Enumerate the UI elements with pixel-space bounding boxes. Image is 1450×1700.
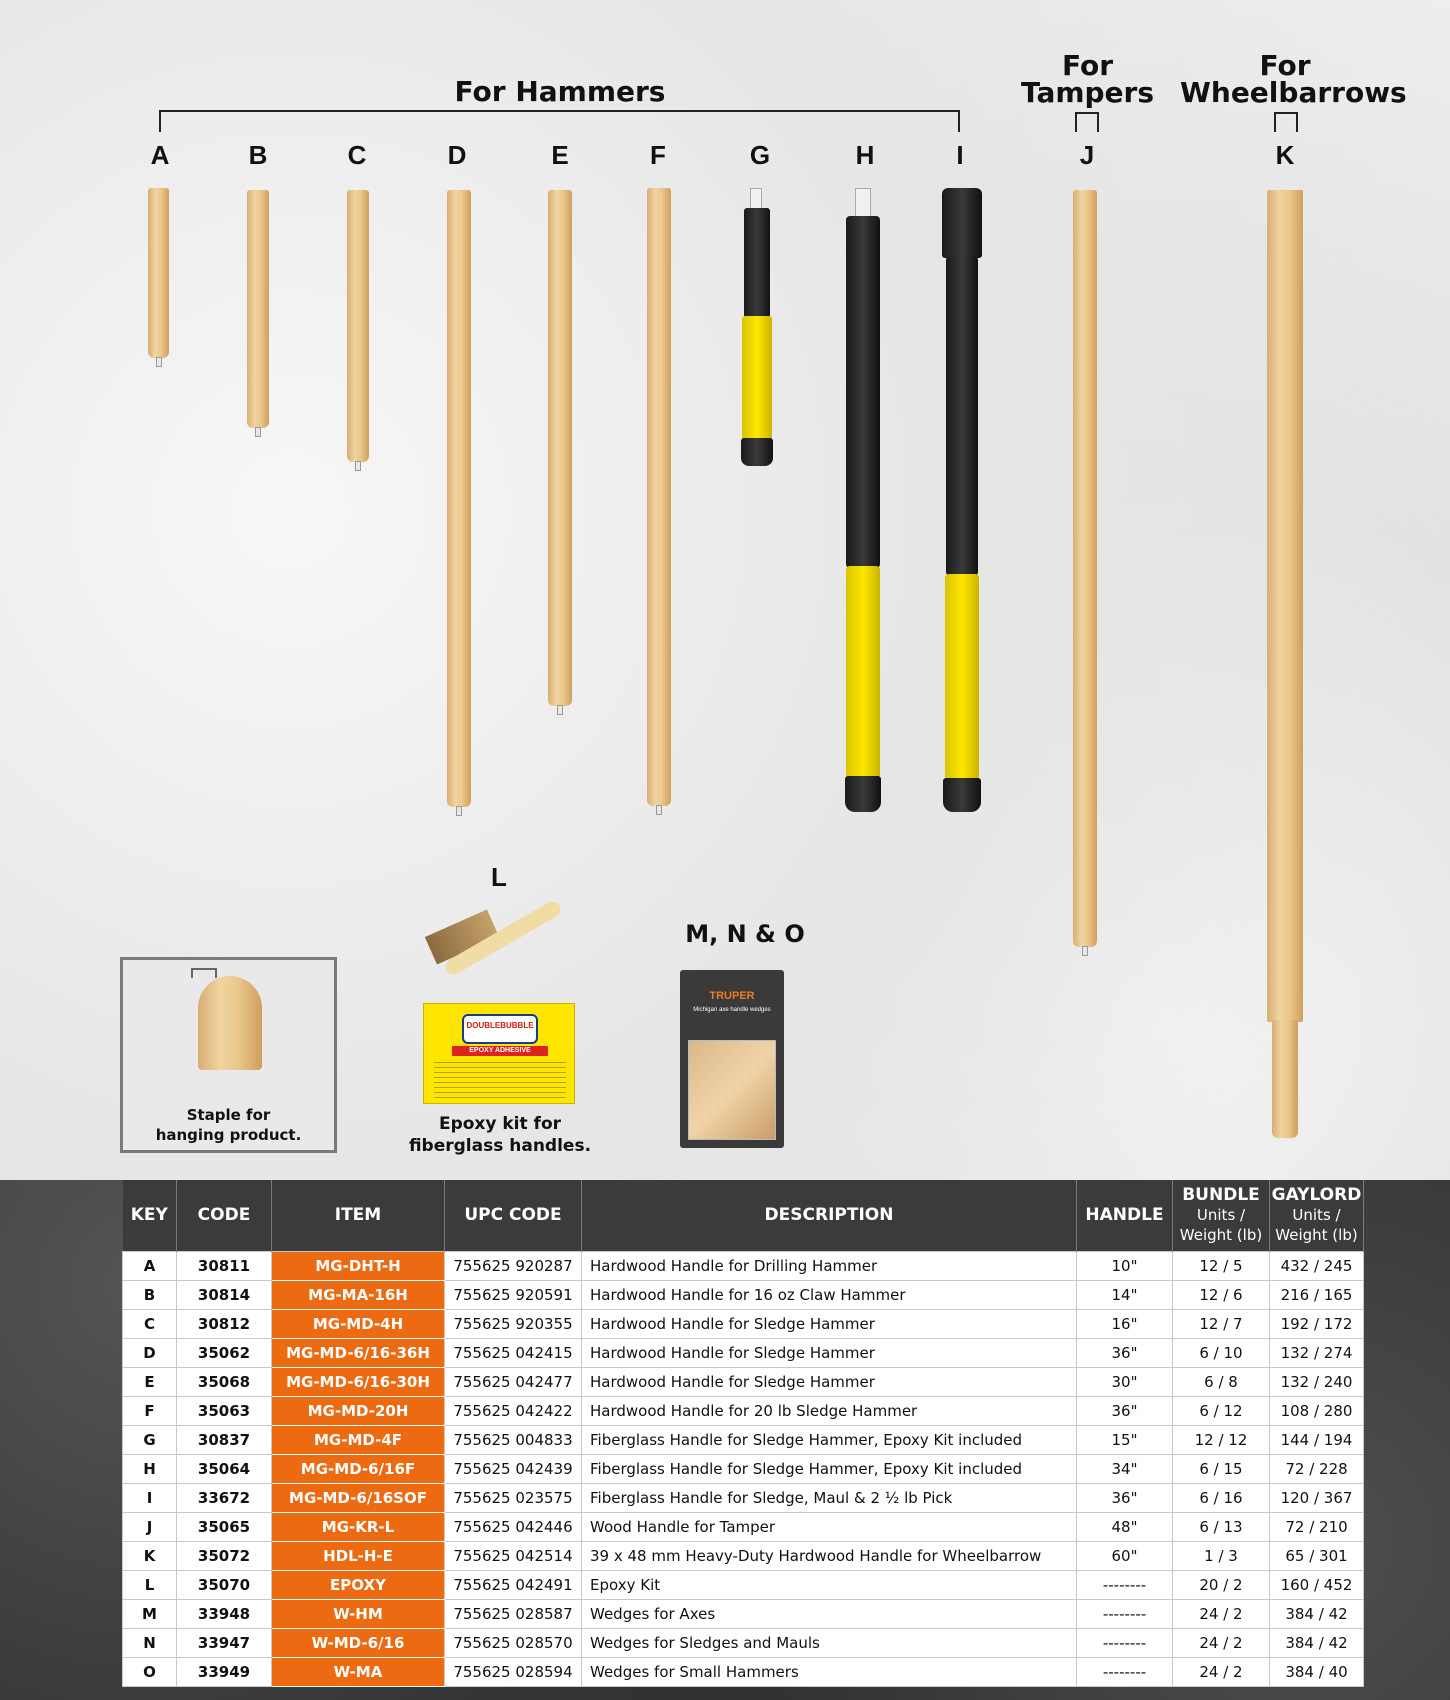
handle-tip-c xyxy=(355,461,361,471)
cell-item: MG-MA-16H xyxy=(272,1280,445,1309)
cell-bundle: 6 / 10 xyxy=(1173,1338,1270,1367)
cell-handle: -------- xyxy=(1077,1657,1173,1686)
table-row xyxy=(123,1628,1364,1657)
cell-upc: 755625 042514 xyxy=(445,1541,582,1570)
cell-gaylord: 65 / 301 xyxy=(1270,1541,1364,1570)
handle-image-a xyxy=(148,188,169,358)
handle-image-e xyxy=(548,190,572,706)
cell-handle: -------- xyxy=(1077,1599,1173,1628)
handle-image-g xyxy=(744,208,770,318)
cell-gaylord: 384 / 40 xyxy=(1270,1657,1364,1686)
cell-handle: 60" xyxy=(1077,1541,1173,1570)
cell-upc: 755625 042422 xyxy=(445,1396,582,1425)
cell-code: 33948 xyxy=(177,1599,272,1628)
table-row xyxy=(123,1512,1364,1541)
cell-bundle: 12 / 7 xyxy=(1173,1309,1270,1338)
cell-gaylord: 384 / 42 xyxy=(1270,1599,1364,1628)
handle-g-grip xyxy=(742,316,772,440)
header-upc: UPC CODE xyxy=(445,1180,582,1251)
cell-handle: 15" xyxy=(1077,1425,1173,1454)
cell-gaylord: 72 / 228 xyxy=(1270,1454,1364,1483)
cell-bundle: 6 / 13 xyxy=(1173,1512,1270,1541)
key-label-e: E xyxy=(551,140,569,170)
cell-description: Hardwood Handle for Sledge Hammer xyxy=(582,1338,1077,1367)
handle-image-d xyxy=(447,190,471,807)
cell-code: 35062 xyxy=(177,1338,272,1367)
cell-item: MG-DHT-H xyxy=(272,1251,445,1280)
key-label-h: H xyxy=(855,140,875,170)
cell-code: 35063 xyxy=(177,1396,272,1425)
epoxy-pack-brand: DOUBLEBUBBLE xyxy=(466,1021,534,1030)
cell-upc: 755625 920355 xyxy=(445,1309,582,1338)
header-code: CODE xyxy=(177,1180,272,1251)
cell-upc: 755625 023575 xyxy=(445,1483,582,1512)
cell-key: F xyxy=(123,1396,177,1425)
cell-code: 35072 xyxy=(177,1541,272,1570)
header-bundle-title: BUNDLE xyxy=(1182,1185,1260,1206)
key-label-j: J xyxy=(1079,140,1095,170)
cell-bundle: 6 / 12 xyxy=(1173,1396,1270,1425)
handle-image-b xyxy=(247,190,269,428)
handle-i-head xyxy=(942,188,982,258)
cell-item: HDL-H-E xyxy=(272,1541,445,1570)
header-key: KEY xyxy=(123,1180,177,1251)
cell-key: O xyxy=(123,1657,177,1686)
table-row xyxy=(123,1280,1364,1309)
wedges-pack-title: Michigan axe handle wedges xyxy=(693,1007,771,1013)
staple-caption-line2: hanging product. xyxy=(155,1126,302,1144)
cell-bundle: 6 / 8 xyxy=(1173,1367,1270,1396)
cell-key: E xyxy=(123,1367,177,1396)
key-label-a: A xyxy=(150,140,170,170)
header-item: ITEM xyxy=(272,1180,445,1251)
cell-key: A xyxy=(123,1251,177,1280)
cell-gaylord: 108 / 280 xyxy=(1270,1396,1364,1425)
cell-description: Hardwood Handle for Sledge Hammer xyxy=(582,1309,1077,1338)
hammers-bracket xyxy=(159,110,960,132)
handle-image-k xyxy=(1267,190,1303,1022)
key-label-g: G xyxy=(749,140,771,170)
cell-upc: 755625 920591 xyxy=(445,1280,582,1309)
cell-bundle: 1 / 3 xyxy=(1173,1541,1270,1570)
cell-gaylord: 192 / 172 xyxy=(1270,1309,1364,1338)
cell-code: 33672 xyxy=(177,1483,272,1512)
cell-description: Hardwood Handle for Sledge Hammer xyxy=(582,1367,1077,1396)
cell-description: Fiberglass Handle for Sledge Hammer, Epoxy Kit included xyxy=(582,1425,1077,1454)
cell-handle: 36" xyxy=(1077,1396,1173,1425)
cell-upc: 755625 004833 xyxy=(445,1425,582,1454)
handle-image-c xyxy=(347,190,369,462)
cell-code: 35068 xyxy=(177,1367,272,1396)
epoxy-pack-subtitle: EPOXY ADHESIVE xyxy=(452,1046,548,1056)
wedges-window xyxy=(688,1040,776,1140)
table-row xyxy=(123,1425,1364,1454)
cell-description: Wedges for Axes xyxy=(582,1599,1077,1628)
handle-tip-d xyxy=(456,806,462,816)
cell-description: 39 x 48 mm Heavy-Duty Hardwood Handle for Wheelbarrow xyxy=(582,1541,1077,1570)
cell-gaylord: 160 / 452 xyxy=(1270,1570,1364,1599)
cell-bundle: 6 / 16 xyxy=(1173,1483,1270,1512)
table-row xyxy=(123,1657,1364,1686)
cell-handle: -------- xyxy=(1077,1628,1173,1657)
table-row xyxy=(123,1251,1364,1280)
cell-description: Fiberglass Handle for Sledge, Maul & 2 ½ lb Pick xyxy=(582,1483,1077,1512)
key-label-k: K xyxy=(1275,140,1295,170)
table-header-row xyxy=(123,1180,1364,1251)
cell-bundle: 12 / 5 xyxy=(1173,1251,1270,1280)
handle-image-f xyxy=(647,188,671,806)
header-gaylord-title: GAYLORD xyxy=(1271,1185,1362,1206)
cell-description: Fiberglass Handle for Sledge Hammer, Epoxy Kit included xyxy=(582,1454,1077,1483)
header-gaylord-sub: Units / Weight (lb) xyxy=(1275,1206,1358,1245)
cell-handle: 10" xyxy=(1077,1251,1173,1280)
cell-key: B xyxy=(123,1280,177,1309)
epoxy-caption-line1: Epoxy kit for xyxy=(438,1114,562,1134)
table-row xyxy=(123,1599,1364,1628)
cell-upc: 755625 042415 xyxy=(445,1338,582,1367)
cell-key: K xyxy=(123,1541,177,1570)
cell-gaylord: 132 / 274 xyxy=(1270,1338,1364,1367)
cell-key: N xyxy=(123,1628,177,1657)
cell-item: MG-MD-6/16F xyxy=(272,1454,445,1483)
cell-code: 30811 xyxy=(177,1251,272,1280)
cell-code: 30837 xyxy=(177,1425,272,1454)
cell-item: W-MD-6/16 xyxy=(272,1628,445,1657)
cell-code: 30812 xyxy=(177,1309,272,1338)
heading-for-hammers: For Hammers xyxy=(454,75,666,108)
cell-gaylord: 432 / 245 xyxy=(1270,1251,1364,1280)
cell-upc: 755625 028570 xyxy=(445,1628,582,1657)
heading-tampers-line1: For xyxy=(1061,49,1114,82)
cell-upc: 755625 042439 xyxy=(445,1454,582,1483)
table-row xyxy=(123,1309,1364,1338)
cell-description: Wedges for Sledges and Mauls xyxy=(582,1628,1077,1657)
handle-h-butt xyxy=(845,776,881,812)
cell-bundle: 12 / 6 xyxy=(1173,1280,1270,1309)
cell-handle: 36" xyxy=(1077,1338,1173,1367)
cell-bundle: 24 / 2 xyxy=(1173,1657,1270,1686)
key-label-mno: M, N & O xyxy=(685,920,805,948)
cell-code: 30814 xyxy=(177,1280,272,1309)
key-label-c: C xyxy=(347,140,367,170)
handle-tip-j xyxy=(1082,946,1088,956)
cell-item: MG-KR-L xyxy=(272,1512,445,1541)
handle-tip-e xyxy=(557,705,563,715)
epoxy-pack-fineprint xyxy=(434,1062,566,1098)
table-row xyxy=(123,1338,1364,1367)
handle-tip-a xyxy=(156,357,162,367)
heading-wheelbarrows-line2: Wheelbarrows xyxy=(1180,76,1407,109)
cell-bundle: 20 / 2 xyxy=(1173,1570,1270,1599)
cell-description: Wood Handle for Tamper xyxy=(582,1512,1077,1541)
handle-h-grip xyxy=(846,566,880,778)
handle-tip-f xyxy=(656,805,662,815)
handle-h-cap xyxy=(855,188,871,218)
cell-description: Hardwood Handle for Drilling Hammer xyxy=(582,1251,1077,1280)
cell-key: C xyxy=(123,1309,177,1338)
staple-icon xyxy=(191,968,217,978)
cell-handle: -------- xyxy=(1077,1570,1173,1599)
cell-upc: 755625 920287 xyxy=(445,1251,582,1280)
table-row xyxy=(123,1541,1364,1570)
key-label-i: I xyxy=(956,140,964,170)
staple-callout-box xyxy=(120,957,337,1153)
cell-key: J xyxy=(123,1512,177,1541)
cell-handle: 14" xyxy=(1077,1280,1173,1309)
cell-gaylord: 72 / 210 xyxy=(1270,1512,1364,1541)
cell-key: M xyxy=(123,1599,177,1628)
cell-gaylord: 384 / 42 xyxy=(1270,1628,1364,1657)
cell-code: 33949 xyxy=(177,1657,272,1686)
key-label-b: B xyxy=(248,140,268,170)
table-body xyxy=(123,1251,1364,1686)
cell-item: W-MA xyxy=(272,1657,445,1686)
table-row xyxy=(123,1454,1364,1483)
cell-item: W-HM xyxy=(272,1599,445,1628)
cell-upc: 755625 042491 xyxy=(445,1570,582,1599)
handle-i-butt xyxy=(943,778,981,812)
table-row xyxy=(123,1396,1364,1425)
cell-code: 35064 xyxy=(177,1454,272,1483)
cell-item: EPOXY xyxy=(272,1570,445,1599)
header-bundle xyxy=(1173,1180,1270,1251)
cell-item: MG-MD-4H xyxy=(272,1309,445,1338)
cell-item: MG-MD-6/16SOF xyxy=(272,1483,445,1512)
product-table xyxy=(122,1180,1364,1687)
cell-key: D xyxy=(123,1338,177,1367)
cell-key: H xyxy=(123,1454,177,1483)
key-label-d: D xyxy=(447,140,467,170)
handle-image-j xyxy=(1073,190,1097,947)
cell-description: Hardwood Handle for 20 lb Sledge Hammer xyxy=(582,1396,1077,1425)
cell-description: Wedges for Small Hammers xyxy=(582,1657,1077,1686)
cell-description: Hardwood Handle for 16 oz Claw Hammer xyxy=(582,1280,1077,1309)
cell-item: MG-MD-20H xyxy=(272,1396,445,1425)
epoxy-caption-line2: fiberglass handles. xyxy=(408,1136,592,1156)
heading-for-tampers xyxy=(1015,49,1160,109)
handle-image-i xyxy=(946,256,978,576)
key-label-f: F xyxy=(650,140,666,170)
cell-code: 33947 xyxy=(177,1628,272,1657)
staple-caption-line1: Staple for xyxy=(186,1106,271,1124)
cell-key: L xyxy=(123,1570,177,1599)
handle-g-butt xyxy=(741,438,773,466)
cell-item: MG-MD-6/16-30H xyxy=(272,1367,445,1396)
cell-gaylord: 216 / 165 xyxy=(1270,1280,1364,1309)
cell-upc: 755625 042477 xyxy=(445,1367,582,1396)
cell-upc: 755625 042446 xyxy=(445,1512,582,1541)
handle-image-k-tenon xyxy=(1272,1020,1298,1138)
cell-item: MG-MD-6/16-36H xyxy=(272,1338,445,1367)
cell-gaylord: 144 / 194 xyxy=(1270,1425,1364,1454)
handle-end-image xyxy=(198,976,262,1070)
heading-wheelbarrows-line1: For xyxy=(1259,49,1311,82)
cell-bundle: 6 / 15 xyxy=(1173,1454,1270,1483)
table-row xyxy=(123,1367,1364,1396)
epoxy-caption xyxy=(400,1113,600,1157)
cell-upc: 755625 028587 xyxy=(445,1599,582,1628)
handle-g-cap xyxy=(750,188,762,210)
header-handle: HANDLE xyxy=(1077,1180,1173,1251)
cell-item: MG-MD-4F xyxy=(272,1425,445,1454)
staple-caption xyxy=(123,1105,334,1145)
wedges-pack-image xyxy=(680,970,784,1148)
cell-handle: 48" xyxy=(1077,1512,1173,1541)
cell-description: Epoxy Kit xyxy=(582,1570,1077,1599)
table-row xyxy=(123,1483,1364,1512)
cell-handle: 36" xyxy=(1077,1483,1173,1512)
heading-tampers-line2: Tampers xyxy=(1020,76,1155,109)
handle-image-h xyxy=(846,216,880,568)
wedges-pack-brand: TRUPER xyxy=(709,990,755,1002)
header-gaylord xyxy=(1270,1180,1364,1251)
cell-bundle: 24 / 2 xyxy=(1173,1599,1270,1628)
cell-key: G xyxy=(123,1425,177,1454)
cell-gaylord: 132 / 240 xyxy=(1270,1367,1364,1396)
cell-handle: 30" xyxy=(1077,1367,1173,1396)
handle-tip-b xyxy=(255,427,261,437)
header-bundle-sub: Units / Weight (lb) xyxy=(1179,1206,1263,1245)
cell-code: 35070 xyxy=(177,1570,272,1599)
key-label-l: L xyxy=(491,862,507,892)
table-row xyxy=(123,1570,1364,1599)
cell-code: 35065 xyxy=(177,1512,272,1541)
cell-handle: 34" xyxy=(1077,1454,1173,1483)
cell-bundle: 24 / 2 xyxy=(1173,1628,1270,1657)
heading-for-wheelbarrows xyxy=(1180,49,1407,109)
cell-gaylord: 120 / 367 xyxy=(1270,1483,1364,1512)
wheelbarrows-bracket xyxy=(1274,112,1298,132)
handle-i-grip xyxy=(945,574,979,780)
header-description: DESCRIPTION xyxy=(582,1180,1077,1251)
cell-key: I xyxy=(123,1483,177,1512)
epoxy-pack-image xyxy=(423,1003,575,1104)
cell-bundle: 12 / 12 xyxy=(1173,1425,1270,1454)
cell-handle: 16" xyxy=(1077,1309,1173,1338)
cell-upc: 755625 028594 xyxy=(445,1657,582,1686)
tampers-bracket xyxy=(1075,112,1099,132)
